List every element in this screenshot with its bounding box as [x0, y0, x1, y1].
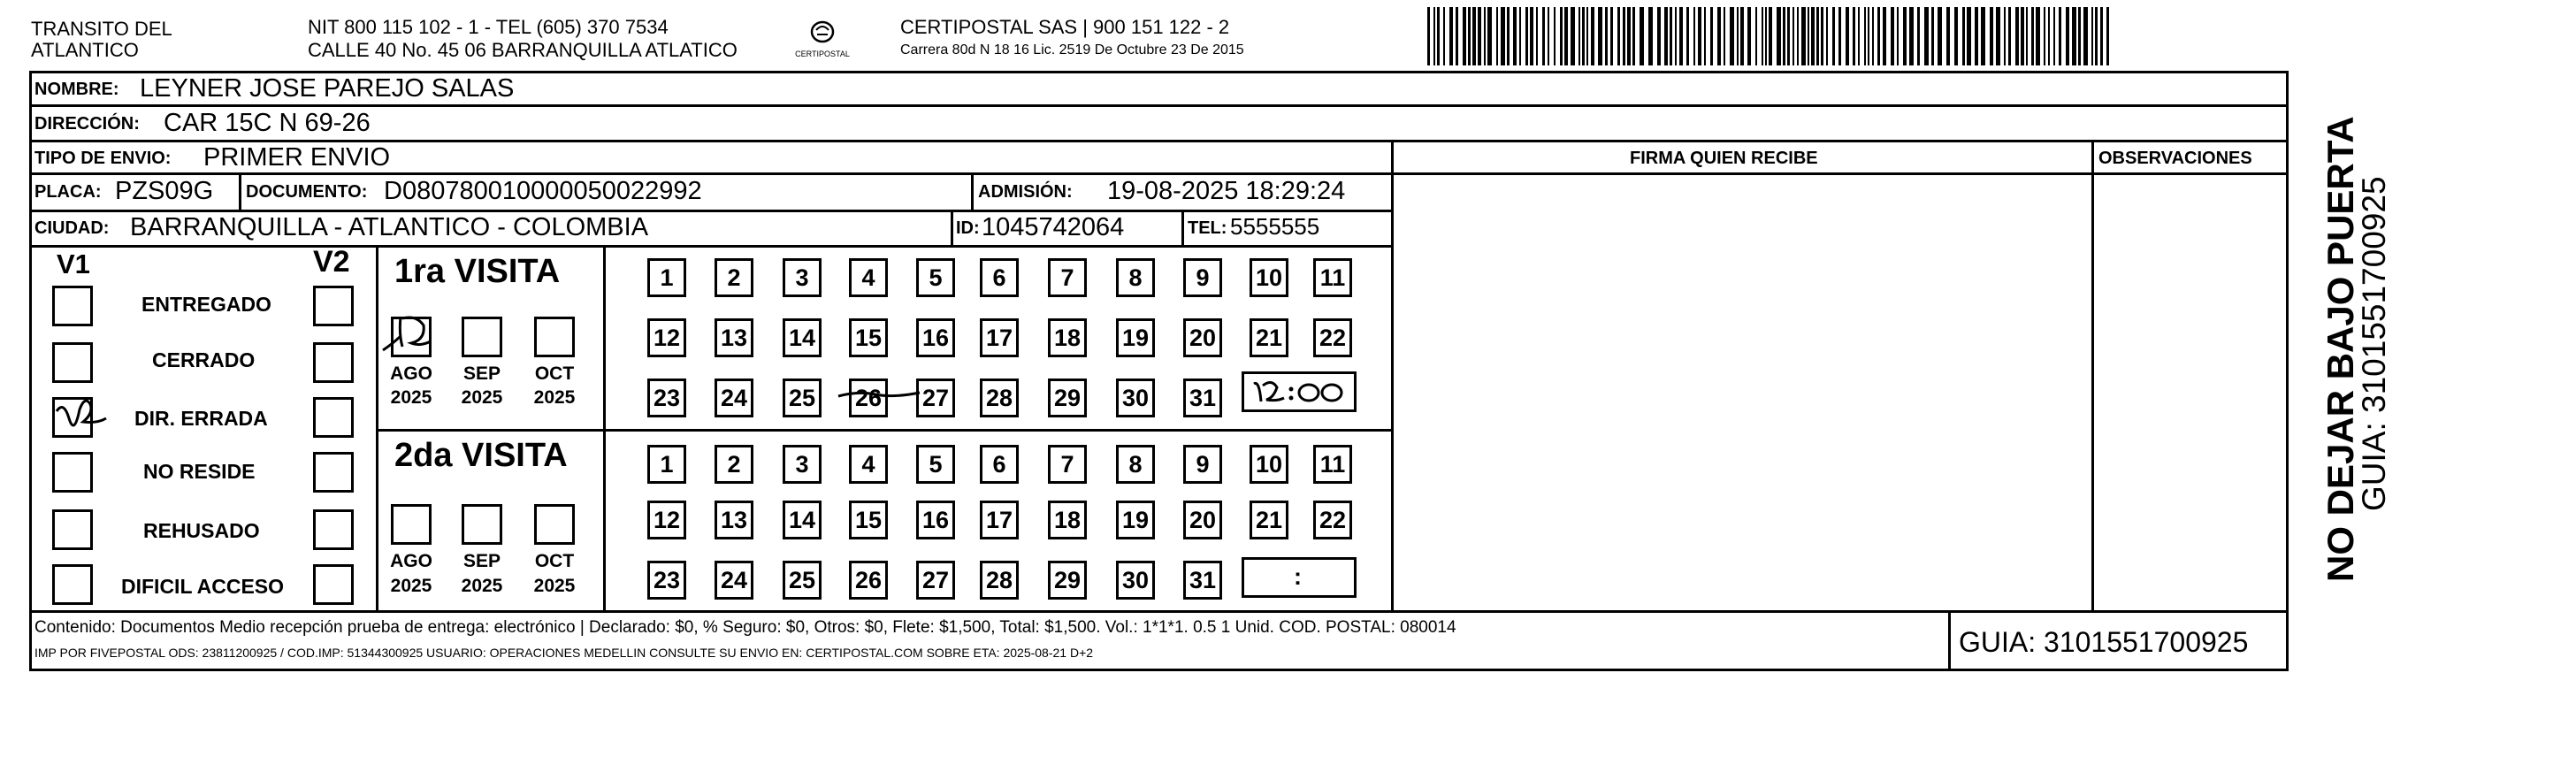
first-visit-day-box[interactable]: 17 — [980, 318, 1019, 357]
second-visit-day-box[interactable]: 31 — [1183, 561, 1222, 600]
direccion-value: CAR 15C N 69-26 — [164, 109, 371, 137]
address-line: CALLE 40 No. 45 06 BARRANQUILLA ATLATICO — [308, 39, 738, 61]
first-visit-day-box[interactable]: 9 — [1183, 258, 1222, 297]
ciudad-value: BARRANQUILLA - ATLANTICO - COLOMBIA — [130, 213, 649, 241]
second-visit-time-placeholder: : — [1294, 563, 1302, 590]
reason-label: DIFICIL ACCESO — [121, 575, 285, 598]
footer-content-line: Contenido: Documentos Medio recepción prueba de entrega: electrónico | Declarado: $0, % Seguro: $0, Otros: $0, Flete: $1,500, Total: $1,500. Vol.: 1*1*1. 0.5 1 Unid. COD. POSTAL: 080014 — [34, 618, 1456, 637]
first-visit-day-box[interactable]: 28 — [980, 379, 1019, 417]
second-visit-day-box[interactable]: 9 — [1183, 445, 1222, 484]
direccion-label: DIRECCIÓN: — [34, 114, 140, 134]
placa-value: PZS09G — [115, 177, 214, 205]
second-visit-day-box[interactable]: 30 — [1116, 561, 1155, 600]
second-visit-year: 2025 — [533, 576, 576, 596]
admision-value: 19-08-2025 18:29:24 — [1107, 177, 1346, 205]
second-visit-day-box[interactable]: 23 — [647, 561, 686, 600]
first-visit-day-box[interactable]: 2 — [715, 258, 753, 297]
v2-checkbox[interactable] — [313, 397, 354, 438]
first-visit-day-box[interactable]: 11 — [1313, 258, 1352, 297]
first-visit-day-box[interactable]: 6 — [980, 258, 1019, 297]
second-visit-day-box[interactable]: 7 — [1048, 445, 1087, 484]
first-visit-time-handwritten — [1242, 370, 1357, 414]
first-visit-day-box[interactable]: 18 — [1048, 318, 1087, 357]
check-mark-dir-errada — [44, 392, 115, 445]
second-visit-day-box[interactable]: 28 — [980, 561, 1019, 600]
second-visit-month-checkbox[interactable] — [391, 504, 432, 545]
first-visit-day-box[interactable]: 12 — [647, 318, 686, 357]
v1-checkbox[interactable] — [52, 286, 93, 326]
first-visit-month: OCT — [534, 363, 575, 384]
first-visit-month: AGO — [390, 363, 432, 384]
second-visit-year: 2025 — [390, 576, 432, 596]
v1-label: V1 — [57, 249, 90, 279]
v2-checkbox[interactable] — [313, 342, 354, 383]
first-visit-day-box[interactable]: 3 — [783, 258, 822, 297]
first-visit-title: 1ra VISITA — [394, 253, 561, 290]
first-visit-day-box[interactable]: 21 — [1250, 318, 1288, 357]
second-visit-day-box[interactable]: 19 — [1116, 501, 1155, 539]
observaciones-header: OBSERVACIONES — [2098, 149, 2252, 168]
nombre-value: LEYNER JOSE PAREJO SALAS — [140, 74, 515, 103]
first-visit-day-box[interactable]: 5 — [916, 258, 955, 297]
first-visit-day-box[interactable]: 26 — [849, 379, 888, 417]
check-mark-day-26 — [831, 370, 929, 414]
tel-label: TEL: — [1188, 218, 1227, 238]
first-visit-day-box[interactable]: 24 — [715, 379, 753, 417]
second-visit-month-checkbox[interactable] — [534, 504, 575, 545]
v2-checkbox[interactable] — [313, 286, 354, 326]
first-visit-day-box[interactable]: 10 — [1250, 258, 1288, 297]
first-visit-day-box[interactable]: 29 — [1048, 379, 1087, 417]
reason-label: ENTREGADO — [141, 293, 271, 316]
carrier-line: CERTIPOSTAL SAS | 900 151 122 - 2 — [900, 16, 1230, 38]
reason-label: REHUSADO — [143, 519, 260, 542]
first-visit-year: 2025 — [390, 387, 432, 408]
barcode-icon — [1427, 7, 2117, 65]
second-visit-day-box[interactable]: 5 — [916, 445, 955, 484]
first-visit-day-box[interactable]: 27 — [916, 379, 955, 417]
first-visit-day-box[interactable]: 13 — [715, 318, 753, 357]
first-visit-day-box[interactable]: 22 — [1313, 318, 1352, 357]
first-visit-day-box[interactable]: 8 — [1116, 258, 1155, 297]
carrier-address: Carrera 80d N 18 16 Lic. 2519 De Octubre 23 De 2015 — [900, 42, 1244, 57]
second-visit-day-box[interactable]: 11 — [1313, 445, 1352, 484]
firma-header: FIRMA QUIEN RECIBE — [1630, 149, 1818, 168]
second-visit-year: 2025 — [461, 576, 503, 596]
second-visit-day-box[interactable]: 2 — [715, 445, 753, 484]
first-visit-day-box[interactable]: 7 — [1048, 258, 1087, 297]
first-visit-day-box[interactable]: 31 — [1183, 379, 1222, 417]
placa-label: PLACA: — [34, 182, 102, 202]
second-visit-day-box[interactable]: 6 — [980, 445, 1019, 484]
second-visit-month: OCT — [534, 551, 575, 571]
certipostal-logo-icon — [791, 16, 853, 62]
first-visit-month-checkbox[interactable] — [534, 317, 575, 357]
second-visit-title: 2da VISITA — [394, 437, 568, 474]
first-visit-day-box[interactable]: 30 — [1116, 379, 1155, 417]
tel-value: 5555555 — [1230, 213, 1320, 240]
documento-value: D080780010000050022992 — [384, 177, 702, 205]
second-visit-day-box[interactable]: 22 — [1313, 501, 1352, 539]
v1-checkbox[interactable] — [52, 342, 93, 383]
v2-checkbox[interactable] — [313, 564, 354, 605]
second-visit-day-box[interactable]: 18 — [1048, 501, 1087, 539]
id-label: ID: — [956, 218, 980, 238]
second-visit-day-box[interactable]: 8 — [1116, 445, 1155, 484]
second-visit-month-checkbox[interactable] — [462, 504, 502, 545]
reason-label: NO RESIDE — [143, 460, 256, 483]
second-visit-day-box[interactable]: 3 — [783, 445, 822, 484]
first-visit-day-box[interactable]: 16 — [916, 318, 955, 357]
tipo-envio-value: PRIMER ENVIO — [203, 143, 391, 172]
second-visit-day-box[interactable]: 26 — [849, 561, 888, 600]
first-visit-year: 2025 — [461, 387, 503, 408]
company-name-line1: TRANSITO DEL — [31, 18, 172, 40]
second-visit-day-box[interactable]: 4 — [849, 445, 888, 484]
second-visit-day-box[interactable]: 12 — [647, 501, 686, 539]
v1-checkbox[interactable] — [52, 509, 93, 550]
second-visit-day-box[interactable]: 27 — [916, 561, 955, 600]
company-name-line2: ATLANTICO — [31, 39, 139, 61]
svg-text:CERTIPOSTAL: CERTIPOSTAL — [795, 50, 850, 58]
footer-imp-line: IMP POR FIVEPOSTAL ODS: 23811200925 / COD.IMP: 51344300925 USUARIO: OPERACIONES MEDELLIN CONSULTE SU ENVIO EN: CERTIPOSTAL.COM SOBRE ETA: 2025-08-21 D+2 — [34, 646, 1094, 660]
check-mark-first-visit-ago — [376, 308, 447, 361]
second-visit-month: AGO — [390, 551, 432, 571]
second-visit-day-box[interactable]: 16 — [916, 501, 955, 539]
second-visit-day-box[interactable]: 15 — [849, 501, 888, 539]
second-visit-day-box[interactable]: 13 — [715, 501, 753, 539]
v2-checkbox[interactable] — [313, 452, 354, 493]
reason-label: CERRADO — [152, 348, 256, 371]
second-visit-day-box[interactable]: 1 — [647, 445, 686, 484]
first-visit-day-box[interactable]: 15 — [849, 318, 888, 357]
side-guia: GUIA: 3101551700925 — [2356, 176, 2392, 511]
ciudad-label: CIUDAD: — [34, 218, 110, 238]
v2-label: V2 — [313, 245, 350, 279]
first-visit-year: 2025 — [533, 387, 576, 408]
second-visit-month: SEP — [462, 551, 501, 571]
first-visit-day-box[interactable]: 14 — [783, 318, 822, 357]
nombre-label: NOMBRE: — [34, 80, 119, 99]
first-visit-day-box[interactable]: 25 — [783, 379, 822, 417]
second-visit-day-box[interactable]: 10 — [1250, 445, 1288, 484]
v1-checkbox[interactable] — [52, 452, 93, 493]
first-visit-month-checkbox[interactable] — [462, 317, 502, 357]
side-warning: NO DEJAR BAJO PUERTA — [2320, 116, 2361, 582]
admision-label: ADMISIÓN: — [978, 182, 1073, 202]
tipo-envio-label: TIPO DE ENVIO: — [34, 149, 172, 168]
reason-label: DIR. ERRADA — [134, 407, 268, 430]
v2-checkbox[interactable] — [313, 509, 354, 550]
nit-line: NIT 800 115 102 - 1 - TEL (605) 370 7534 — [308, 16, 669, 38]
first-visit-day-box[interactable]: 1 — [647, 258, 686, 297]
first-visit-day-box[interactable]: 20 — [1183, 318, 1222, 357]
second-visit-day-box[interactable]: 29 — [1048, 561, 1087, 600]
footer-guia: GUIA: 3101551700925 — [1959, 626, 2249, 658]
id-value: 1045742064 — [982, 213, 1125, 241]
first-visit-month: SEP — [462, 363, 501, 384]
second-visit-day-box[interactable]: 20 — [1183, 501, 1222, 539]
first-visit-day-box[interactable]: 23 — [647, 379, 686, 417]
first-visit-day-box[interactable]: 4 — [849, 258, 888, 297]
first-visit-day-box[interactable]: 19 — [1116, 318, 1155, 357]
documento-label: DOCUMENTO: — [246, 182, 368, 202]
v1-checkbox[interactable] — [52, 564, 93, 605]
second-visit-day-box[interactable]: 25 — [783, 561, 822, 600]
second-visit-day-box[interactable]: 17 — [980, 501, 1019, 539]
second-visit-day-box[interactable]: 14 — [783, 501, 822, 539]
second-visit-day-box[interactable]: 21 — [1250, 501, 1288, 539]
second-visit-day-box[interactable]: 24 — [715, 561, 753, 600]
